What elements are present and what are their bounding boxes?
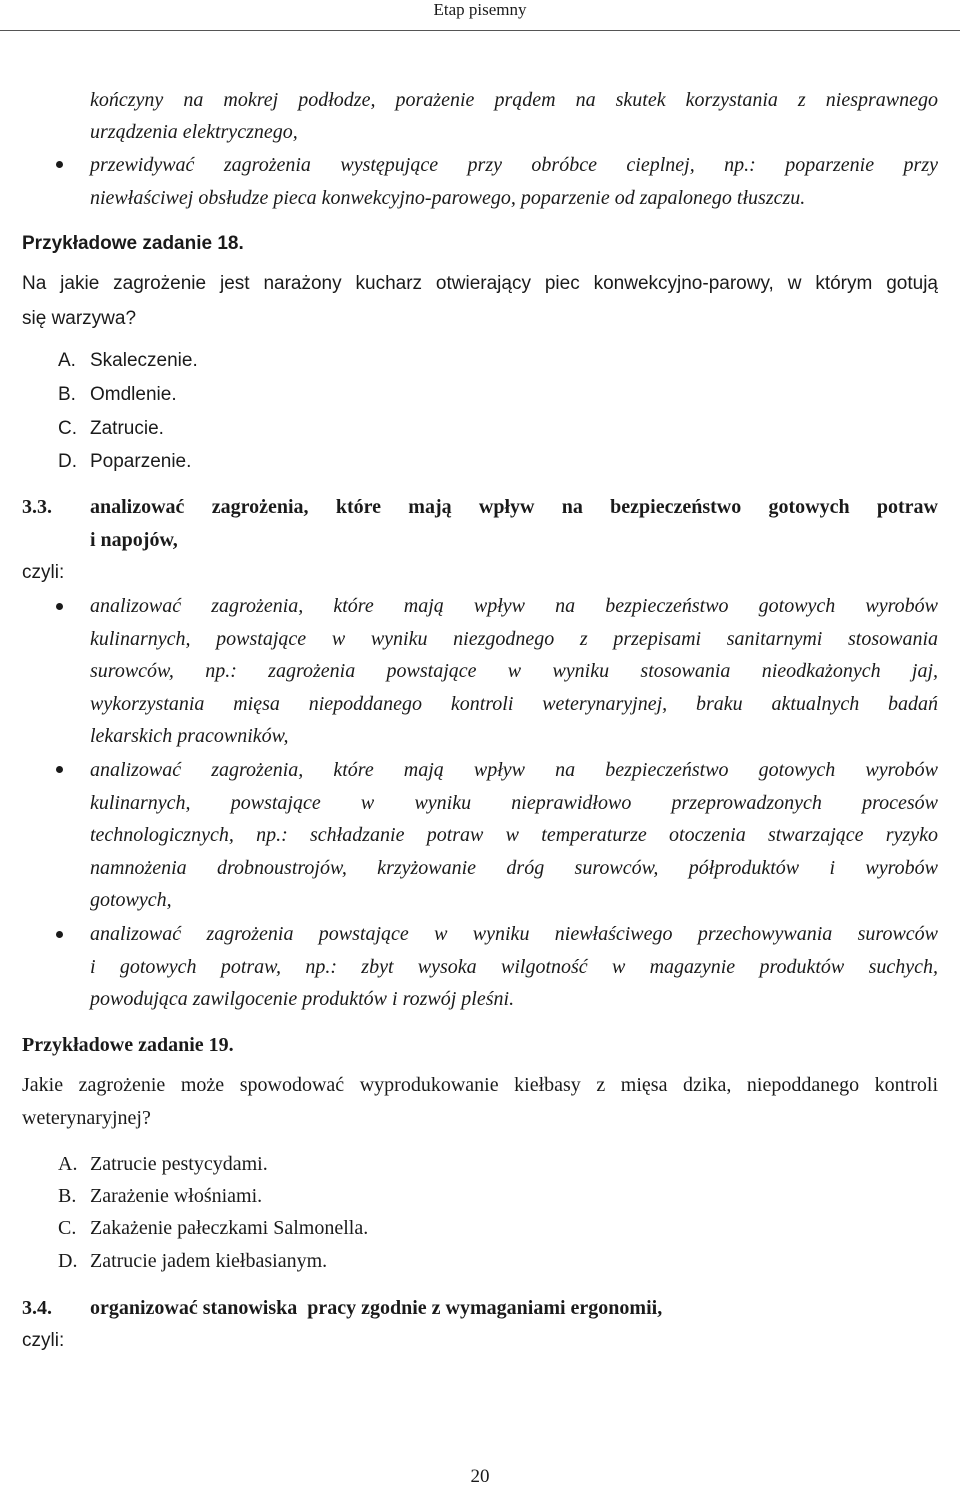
- s33-bullet3-line2: i gotowych potraw, np.: zbyt wysoka wilgotność w magazynie produktów suchych,: [90, 956, 938, 978]
- s33-bullet1-line1: analizować zagrożenia, które mają wpływ na bezpieczeństwo gotowych wyrobów: [90, 595, 938, 617]
- s33-bullet1-line2: kulinarnych, powstające w wyniku niezgodnego z przepisami sanitarnymi stosowania: [90, 628, 938, 650]
- task18-option-d-letter: D.: [58, 451, 77, 472]
- task18-option-d: Poparzenie.: [90, 451, 192, 472]
- bullet-icon: [56, 161, 63, 168]
- prev-bullet1-line1: kończyny na mokrej podłodze, porażenie prądem na skutek korzystania z niesprawnego: [90, 89, 938, 111]
- section-3-4-czyli: czyli:: [22, 1330, 65, 1351]
- s33-bullet1-line4: wykorzystania mięsa niepoddanego kontroli weterynaryjnej, braku aktualnych badań: [90, 693, 938, 715]
- s33-bullet1-line5: lekarskich pracowników,: [90, 725, 289, 747]
- bullet-icon: [56, 931, 63, 938]
- s33-bullet2-line3: technologicznych, np.: schładzanie potraw w temperaturze otoczenia stwarzające ryzyko: [90, 824, 938, 846]
- task18-option-c-letter: C.: [58, 418, 77, 439]
- section-3-4-title: organizować stanowiska pracy zgodnie z wymaganiami ergonomii,: [90, 1297, 663, 1319]
- task19-option-c-letter: C.: [58, 1217, 77, 1239]
- s33-bullet3-line3: powodująca zawilgocenie produktów i rozwój pleśni.: [90, 988, 515, 1010]
- task18-option-a-letter: A.: [58, 350, 76, 371]
- task19-option-a-letter: A.: [58, 1153, 78, 1175]
- task19-option-d: Zatrucie jadem kiełbasianym.: [90, 1250, 328, 1272]
- task19-option-c: Zakażenie pałeczkami Salmonella.: [90, 1217, 369, 1239]
- prev-bullet1-line2: urządzenia elektrycznego,: [90, 121, 298, 143]
- s33-bullet1-line3: surowców, np.: zagrożenia powstające w wyniku stosowania nieodkażonych jaj,: [90, 660, 938, 682]
- page-number: 20: [470, 1466, 490, 1487]
- header-divider: [0, 30, 960, 31]
- section-3-4-number: 3.4.: [22, 1297, 52, 1319]
- s33-bullet2-line5: gotowych,: [90, 889, 172, 911]
- task19-option-d-letter: D.: [58, 1250, 78, 1272]
- bullet-icon: [56, 766, 63, 773]
- bullet-icon: [56, 603, 63, 610]
- task19-heading: Przykładowe zadanie 19.: [22, 1034, 234, 1056]
- task18-heading: Przykładowe zadanie 18.: [22, 233, 244, 254]
- s33-bullet2-line1: analizować zagrożenia, które mają wpływ na bezpieczeństwo gotowych wyrobów: [90, 759, 938, 781]
- section-3-3-title-line1: analizować zagrożenia, które mają wpływ na bezpieczeństwo gotowych potraw: [90, 496, 938, 518]
- section-3-3-czyli: czyli:: [22, 562, 65, 583]
- task18-option-b-letter: B.: [58, 384, 76, 405]
- task18-question-line2: się warzywa?: [22, 308, 137, 329]
- task19-option-b: Zarażenie włośniami.: [90, 1185, 263, 1207]
- task18-option-b: Omdlenie.: [90, 384, 177, 405]
- task18-question-line1: Na jakie zagrożenie jest narażony kucharz otwierający piec konwekcyjno-parowy, w którym gotują: [22, 273, 938, 294]
- s33-bullet3-line1: analizować zagrożenia powstające w wyniku niewłaściwego przechowywania surowców: [90, 923, 938, 945]
- section-3-3-title-line2: i napojów,: [90, 529, 178, 551]
- task18-option-a: Skaleczenie.: [90, 350, 198, 371]
- section-3-3-number: 3.3.: [22, 496, 52, 518]
- task18-option-c: Zatrucie.: [90, 418, 164, 439]
- task19-question-line1: Jakie zagrożenie może spowodować wyprodukowanie kiełbasy z mięsa dzika, niepoddanego kontroli: [22, 1074, 938, 1096]
- s33-bullet2-line2: kulinarnych, powstające w wyniku nieprawidłowo przeprowadzonych procesów: [90, 792, 938, 814]
- task19-option-b-letter: B.: [58, 1185, 77, 1207]
- running-header: Etap pisemny: [433, 0, 527, 19]
- prev-bullet2-line2: niewłaściwej obsłudze pieca konwekcyjno-parowego, poparzenie od zapalonego tłuszczu.: [90, 187, 806, 209]
- s33-bullet2-line4: namnożenia drobnoustrojów, krzyżowanie dróg surowców, półproduktów i wyrobów: [90, 857, 938, 879]
- prev-bullet2-line1: przewidywać zagrożenia występujące przy obróbce cieplnej, np.: poparzenie przy: [90, 154, 938, 176]
- task19-question-line2: weterynaryjnej?: [22, 1107, 151, 1129]
- task19-option-a: Zatrucie pestycydami.: [90, 1153, 268, 1175]
